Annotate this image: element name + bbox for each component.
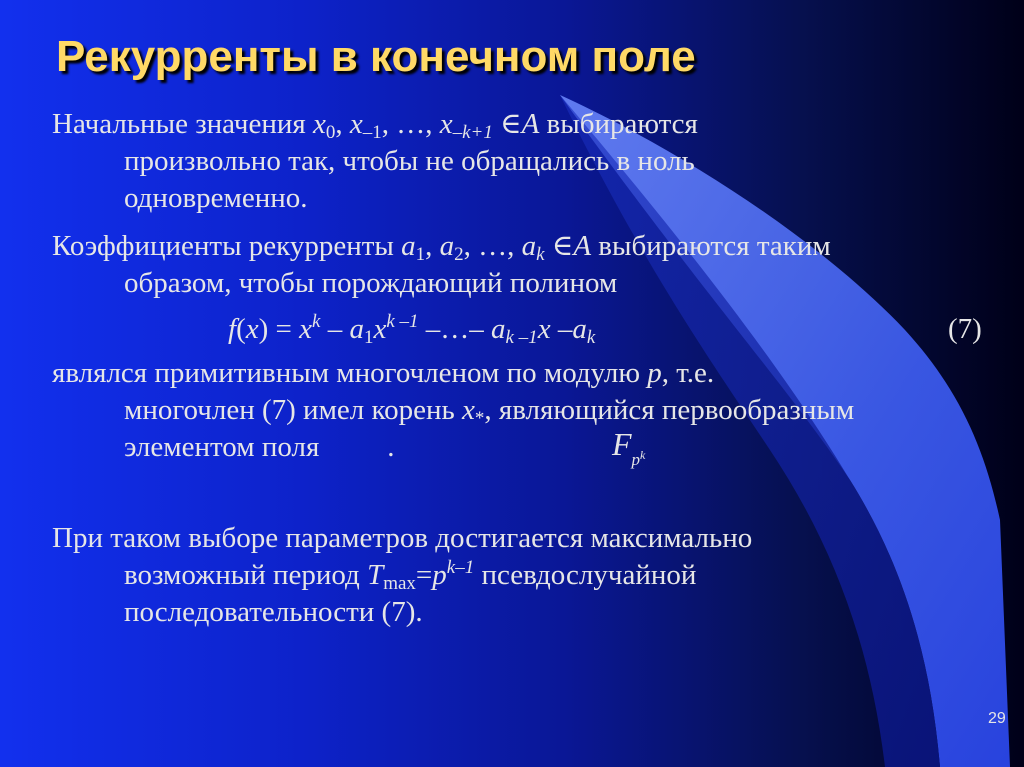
equals: = — [415, 559, 433, 591]
variable-p: p — [647, 357, 662, 389]
text: , являющийся первообразным — [484, 394, 855, 426]
variable-p: p — [432, 559, 447, 591]
element-of-symbol: ∈ — [544, 230, 574, 262]
text: . — [387, 431, 395, 463]
variable-a: a — [491, 313, 506, 345]
text: возможный период — [124, 559, 368, 591]
formula-polynomial — [228, 313, 595, 346]
variable-a: a — [572, 313, 587, 345]
text: выбираются — [539, 108, 698, 140]
paragraph-period — [52, 520, 752, 631]
variable-a: a — [521, 230, 537, 262]
subscript: 1 — [415, 244, 426, 265]
subscript: 1 — [363, 327, 374, 348]
text: , …, — [463, 230, 522, 262]
field-p: p — [631, 450, 641, 469]
field-f: F — [612, 426, 632, 462]
variable-a: a — [401, 230, 416, 262]
superscript: k — [312, 311, 321, 332]
subscript: k — [536, 244, 545, 265]
paragraph-line — [52, 106, 698, 143]
paragraph-primitive — [52, 355, 854, 466]
variable-x: x — [299, 313, 312, 345]
equation-number: (7) — [948, 313, 982, 345]
set-a: A — [573, 230, 592, 262]
text: выбираются таким — [591, 230, 831, 262]
text: , …, — [381, 108, 440, 140]
paragraph-line — [52, 392, 854, 429]
text: псевдослучайной — [474, 559, 697, 591]
ellipsis: –…– — [418, 313, 491, 345]
paragraph-line — [52, 228, 831, 265]
function-f: f — [228, 313, 237, 345]
variable-x: x — [349, 108, 363, 140]
slide-title: Рекурренты в конечном поле — [56, 32, 696, 81]
subscript: k –1 — [505, 327, 538, 348]
superscript: k–1 — [446, 557, 475, 578]
variable-a: a — [439, 230, 455, 262]
paren: ( — [236, 313, 246, 345]
subscript — [632, 450, 646, 469]
subscript: * — [474, 408, 485, 429]
paragraph-line: При таком выборе параметров достигается максимально — [52, 522, 753, 554]
page-number: 29 — [988, 710, 1006, 727]
paragraph-line: последовательности (7). — [124, 596, 423, 628]
equals: ) = — [258, 313, 300, 345]
variable-x: x — [312, 108, 326, 140]
subscript: –1 — [362, 122, 382, 143]
paragraph-line — [52, 557, 752, 594]
paragraph-line — [52, 355, 854, 392]
text: элементом поля — [124, 431, 320, 463]
variable-t: T — [367, 559, 384, 591]
minus: – — [320, 313, 350, 345]
text: , — [335, 108, 350, 140]
variable-x: x — [439, 108, 453, 140]
text: Начальные значения — [52, 108, 313, 140]
subscript: 2 — [454, 244, 464, 265]
superscript: k –1 — [386, 311, 419, 332]
paragraph-line: произвольно так, чтобы не обращались в ноль — [124, 145, 695, 177]
text: многочлен (7) имел корень — [124, 394, 463, 426]
variable-x: x — [537, 313, 551, 345]
minus: – — [550, 313, 573, 345]
text: , — [425, 230, 440, 262]
superscript: k — [640, 448, 646, 462]
subscript: k — [586, 327, 596, 348]
text: , т.е. — [661, 357, 715, 389]
paragraph-line: образом, чтобы порождающий полином — [124, 267, 618, 299]
paragraph-line — [52, 429, 854, 466]
paragraph-coefficients — [52, 228, 831, 302]
variable-x: x — [462, 394, 475, 426]
set-a: A — [521, 108, 540, 140]
paragraph-line: одновременно. — [124, 182, 308, 214]
variable-x: x — [245, 313, 259, 345]
subscript: 0 — [325, 122, 336, 143]
field-symbol — [612, 426, 646, 469]
text: являлся примитивным многочленом по модулю — [52, 357, 648, 389]
subscript: –k+1 — [452, 122, 493, 143]
variable-x: x — [373, 313, 387, 345]
variable-a: a — [349, 313, 364, 345]
paragraph-initial-values — [52, 106, 698, 217]
subscript: max — [383, 573, 416, 594]
text: Коэффициенты рекурренты — [52, 230, 402, 262]
element-of-symbol: ∈ — [492, 108, 522, 140]
